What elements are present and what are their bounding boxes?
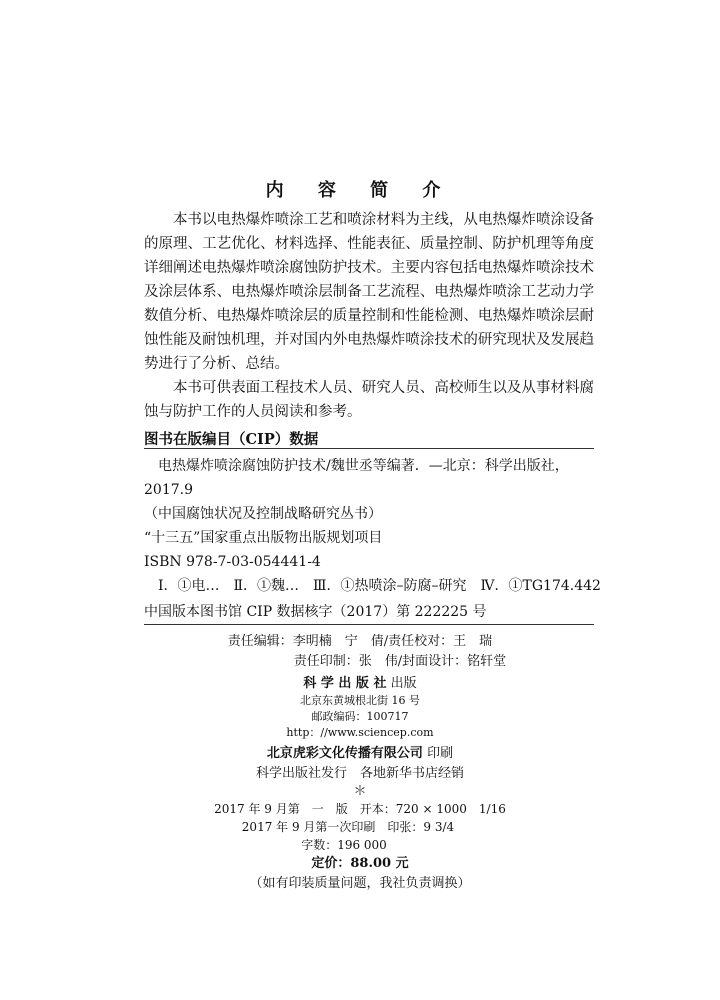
cip-line: （中国腐蚀状况及控制战略研究丛书） — [144, 506, 382, 522]
distribution: 科学出版社发行 各地新华书店经销 — [255, 766, 464, 781]
quality-note: （如有印装质量问题，我社负责调换） — [249, 876, 471, 891]
price: 定价：88.00 元 — [311, 856, 409, 871]
cip-line: Ⅰ．①电… Ⅱ．①魏… Ⅲ．①热喷涂–防腐–研究 Ⅳ．①TG174.442 — [158, 578, 601, 594]
publisher-logo: 科 学 出 版 社 — [303, 676, 387, 691]
summary-paragraph: 本书以电热爆炸喷涂工艺和喷涂材料为主线，从电热爆炸喷涂设备的原理、工艺优化、材料选择、性能表征、质量控制、防护机理等角度详细阐述电热爆炸喷涂腐蚀防护技术。主要内容包括电热爆炸喷涂技术及涂层体系、电热爆炸喷涂层制备工艺流程、电热爆炸喷涂工艺动力学数值分析、电热爆炸喷涂层的质量控制和性能检测、电热爆炸喷涂层耐蚀性能及耐蚀机理，并对国内外电热爆炸喷涂技术的研究现状及发展趋势进行了分析、总结。 — [144, 212, 594, 372]
edition-info: 2017 年 9 月第 一 版 开本：720 × 1000 1/16 — [214, 802, 506, 816]
credits-editor: 责任编辑：李明楠 宁 倩/责任校对：王 瑞 — [227, 634, 493, 649]
printer-name: 北京虎彩文化传播有限公司 — [266, 746, 423, 761]
cip-line: 电热爆炸喷涂腐蚀防护技术/魏世丞等编著．—北京：科学出版社，2017.9 — [144, 458, 569, 498]
publisher-address: 北京东黄城根北街 16 号 — [300, 694, 420, 707]
separator-star: ＊ — [353, 784, 367, 799]
cip-heading: 图书在版编目（CIP）数据 — [144, 431, 319, 448]
publisher-suffix: 出版 — [390, 676, 417, 691]
cip-line: “十三五”国家重点出版物出版规划项目 — [144, 530, 383, 546]
cip-line: ISBN 978-7-03-054441-4 — [144, 554, 321, 570]
publisher-line — [0, 672, 720, 691]
printer-suffix: 印刷 — [427, 746, 454, 761]
summary-paragraph: 本书可供表面工程技术人员、研究人员、高校师生以及从事材料腐蚀与防护工作的人员阅读和参考。 — [144, 380, 594, 420]
page-title: 内 容 简 介 — [265, 180, 455, 201]
word-count: 字数：196 000 — [301, 838, 387, 852]
cip-line: 中国版本图书馆 CIP 数据核字（2017）第 222225 号 — [144, 604, 487, 620]
divider — [144, 448, 594, 449]
publisher-postcode: 邮政编码：100717 — [311, 710, 409, 723]
publisher-url: http：//www.sciencep.com — [286, 726, 434, 739]
divider — [144, 624, 594, 625]
credits-print: 责任印制：张 伟/封面设计：铭轩堂 — [293, 654, 507, 669]
summary-body — [144, 208, 594, 424]
printing-info: 2017 年 9 月第一次印刷 印张：9 3/4 — [241, 820, 455, 834]
printer-line — [0, 742, 720, 761]
